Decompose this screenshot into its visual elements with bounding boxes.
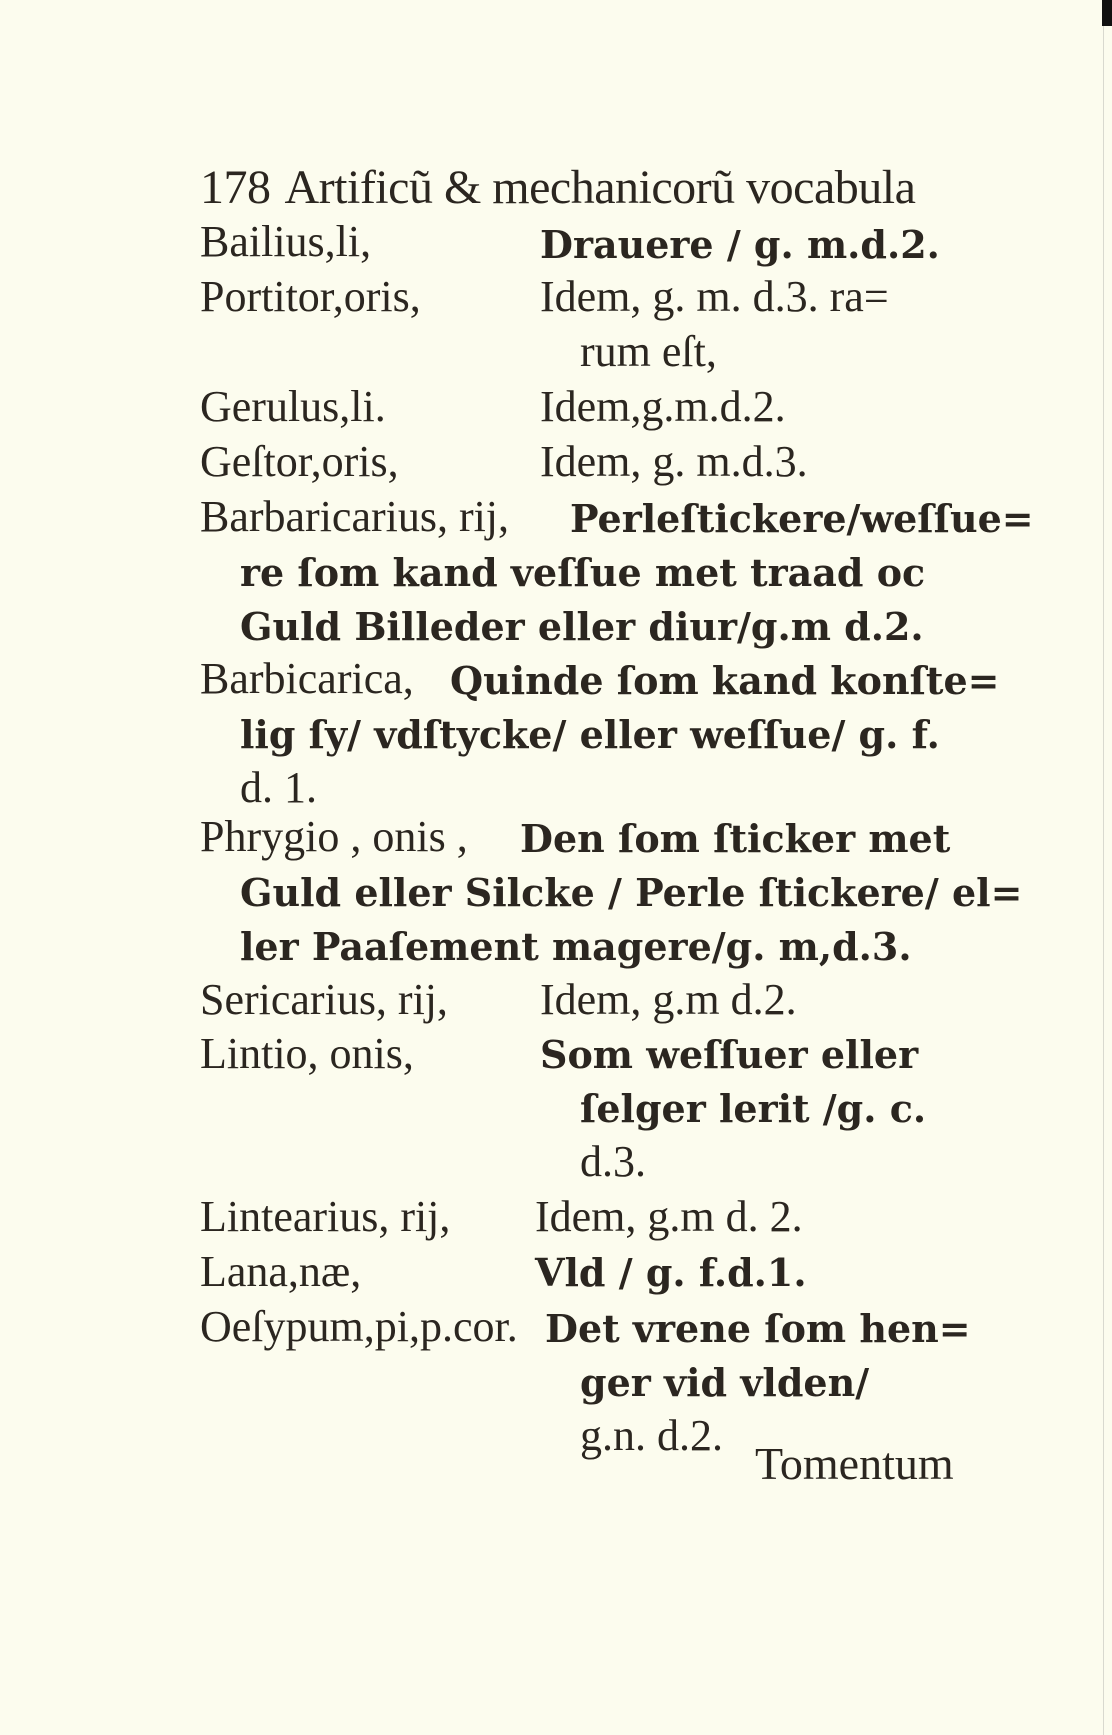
headword-gestor: Geſtor,oris, bbox=[200, 437, 399, 486]
headword-sericarius: Sericarius, rĳ, bbox=[200, 975, 448, 1024]
page-number: 178 bbox=[200, 161, 271, 214]
gloss-barbaricarius-cont2: Guld Billeder eller diur/g.m d.2. bbox=[240, 604, 924, 649]
running-head-title: Artificũ & mechanicorũ vocabula bbox=[284, 161, 916, 214]
gloss-portitor: Idem, g. m. d.3. ra= bbox=[540, 272, 889, 321]
gloss-phrygio-cont2: ler Paaſement magere/g. m,d.3. bbox=[240, 924, 912, 969]
headword-lintearius: Lintearius, rĳ, bbox=[200, 1192, 451, 1241]
gloss-barbaricarius: Perleſtickere/weſſue= bbox=[570, 496, 1034, 541]
gloss-oesypum: Det vrene ſom hen= bbox=[545, 1306, 971, 1351]
headword-lintio: Lintio, onis, bbox=[200, 1029, 414, 1078]
gloss-lintio-cont2: d.3. bbox=[580, 1137, 646, 1186]
gloss-barbicarica: Quinde ſom kand konſte= bbox=[450, 658, 1000, 703]
headword-gerulus: Gerulus,li. bbox=[200, 382, 386, 431]
gloss-barbaricarius-cont1: re ſom kand veſſue met traad oc bbox=[240, 550, 926, 595]
gloss-lana: Vld / g. f.d.1. bbox=[535, 1250, 807, 1295]
gloss-lintearius: Idem, g.m d. 2. bbox=[535, 1192, 803, 1241]
headword-oesypum: Oeſypum,pi,p.cor. bbox=[200, 1302, 518, 1351]
headword-phrygio: Phrygio , onis , bbox=[200, 812, 468, 861]
catchword: Tomentum bbox=[755, 1438, 954, 1489]
running-header bbox=[200, 160, 990, 215]
gloss-phrygio-cont1: Guld eller Silcke / Perle ſtickere/ el= bbox=[240, 870, 1023, 915]
gloss-barbicarica-cont1: lig ſy/ vdſtycke/ eller weſſue/ g. f. bbox=[240, 712, 940, 757]
gloss-gerulus: Idem,g.m.d.2. bbox=[540, 382, 786, 431]
gloss-portitor-cont: rum eſt, bbox=[580, 327, 717, 376]
gloss-sericarius: Idem, g.m d.2. bbox=[540, 975, 797, 1024]
gloss-oesypum-cont2: g.n. d.2. bbox=[580, 1411, 723, 1460]
gloss-barbicarica-cont2: d. 1. bbox=[240, 763, 317, 812]
headword-barbaricarius: Barbaricarius, rĳ, bbox=[200, 492, 509, 541]
headword-bailius: Bailius,li, bbox=[200, 217, 372, 266]
gloss-bailius: Drauere / g. m.d.2. bbox=[540, 222, 940, 267]
headword-barbicarica: Barbicarica, bbox=[200, 654, 414, 703]
gloss-gestor: Idem, g. m.d.3. bbox=[540, 437, 808, 486]
scan-edge-line bbox=[1103, 0, 1104, 1735]
scan-edge-mark bbox=[1102, 0, 1112, 26]
gloss-lintio: Som weſſuer eller bbox=[540, 1032, 919, 1077]
gloss-phrygio: Den ſom ſticker met bbox=[520, 816, 951, 861]
headword-portitor: Portitor,oris, bbox=[200, 272, 421, 321]
gloss-lintio-cont1: ſelger lerit /g. c. bbox=[580, 1086, 927, 1131]
headword-lana: Lana,næ, bbox=[200, 1247, 362, 1296]
gloss-oesypum-cont1: ger vid vlden/ bbox=[580, 1360, 870, 1405]
